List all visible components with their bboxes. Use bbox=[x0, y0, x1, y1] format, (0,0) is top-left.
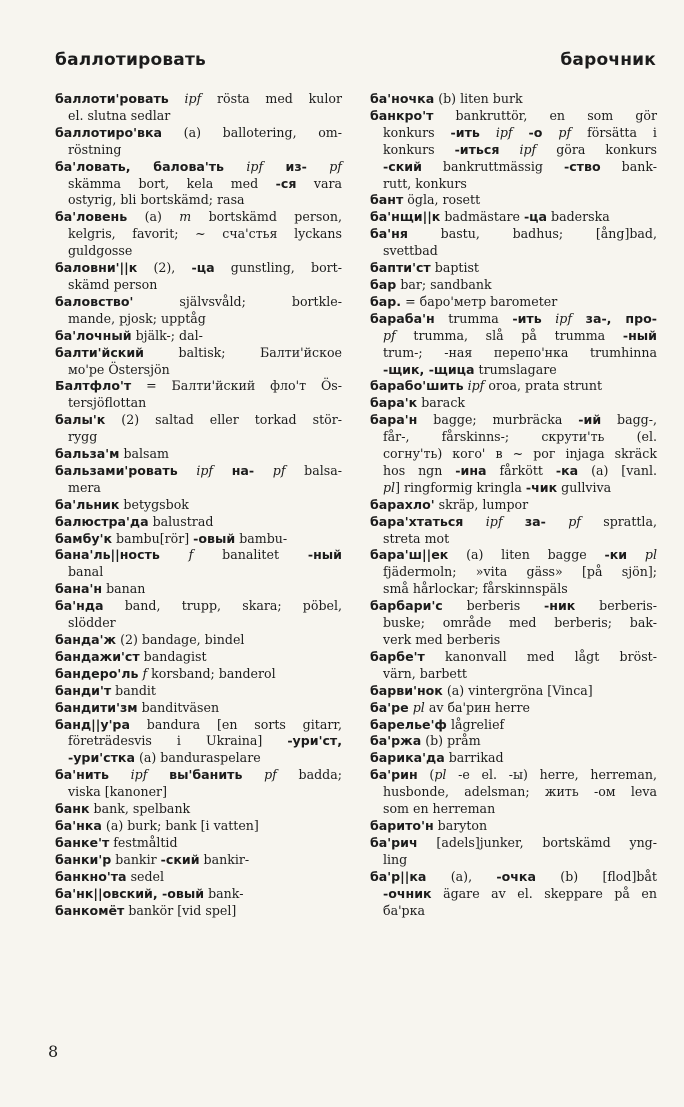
entry-line: pl] ringformig kringla -чик gullviva bbox=[383, 479, 612, 495]
entry-line: банкро'т bankruttör, en som gör bbox=[370, 107, 657, 123]
entry-line: husbonde, adelsman; жить -ом leva bbox=[383, 784, 657, 800]
entry-line: барви'нок (a) vintergröna [Vinca] bbox=[370, 682, 593, 698]
dictionary-entry bbox=[370, 683, 657, 700]
entry-line: банди'т bandit bbox=[55, 682, 156, 698]
entry-line: барбари'с berberis -ник berberis- bbox=[370, 598, 657, 614]
dictionary-entry bbox=[55, 649, 342, 666]
entry-line: -очник ägare av el. skeppare på en bbox=[383, 885, 657, 901]
entry-line: баловство' självsvåld; bortkle- bbox=[55, 293, 342, 309]
dictionary-entry bbox=[370, 395, 657, 412]
entry-line: бар bar; sandbank bbox=[370, 276, 492, 292]
entry-line: ostyrig, bli bortskämd; rasa bbox=[68, 192, 245, 208]
entry-line: får-, fårskinns-; скрути'ть (el. bbox=[383, 429, 657, 445]
entry-line: pf trumma, slå på trumma -ный bbox=[383, 327, 657, 343]
dictionary-entry bbox=[55, 700, 342, 717]
entry-line: бараба'н trumma -ить ipf за-, про- bbox=[370, 310, 657, 326]
entry-line: бар. = баро'метр barometer bbox=[370, 293, 558, 309]
entry-line: банд||у'ра bandura [en sorts gitarr, bbox=[55, 716, 342, 732]
dictionary-entry bbox=[370, 547, 657, 598]
entry-line: барахло' skräp, lumpor bbox=[370, 496, 529, 512]
entry-line: бамбу'к bambu[rör] -овый bambu- bbox=[55, 530, 288, 546]
entry-line: -ури'стка (a) banduraspelare bbox=[68, 750, 261, 766]
dictionary-entry bbox=[55, 717, 342, 768]
dictionary-entry bbox=[55, 767, 342, 801]
entry-line: företrädesvis i Ukraina] -ури'ст, bbox=[68, 733, 342, 749]
entry-line: el. slutna sedlar bbox=[68, 107, 171, 123]
entry-line: барито'н baryton bbox=[370, 817, 488, 833]
entry-line: балы'к (2) saltad eller torkad stör- bbox=[55, 412, 342, 428]
dictionary-entry bbox=[55, 209, 342, 260]
dictionary-entry bbox=[55, 801, 342, 818]
dictionary-entry bbox=[370, 818, 657, 835]
entry-line: согну'ть) кого' в ~ рог injaga skräck bbox=[383, 446, 657, 462]
dictionary-entry bbox=[370, 598, 657, 649]
dictionary-entry bbox=[370, 869, 657, 920]
dictionary-entry bbox=[55, 91, 342, 125]
dictionary-entry bbox=[55, 598, 342, 632]
entry-line: mande, pjosk; upptåg bbox=[68, 310, 206, 326]
dictionary-entry bbox=[55, 852, 342, 869]
dictionary-entry bbox=[370, 226, 657, 260]
entry-line: konkurs -ить ipf -о pf försätta i bbox=[383, 124, 657, 140]
dictionary-entry bbox=[55, 683, 342, 700]
entry-line: små hårlockar; fårskinnspäls bbox=[383, 581, 568, 597]
dictionary-entry bbox=[55, 514, 342, 531]
dictionary-entry bbox=[55, 294, 342, 328]
dictionary-entry bbox=[370, 750, 657, 767]
entry-line: ба'нка (a) burk; bank [i vatten] bbox=[55, 817, 259, 833]
dictionary-entry bbox=[370, 733, 657, 750]
dictionary-entry bbox=[55, 446, 342, 463]
entry-line: бальзами'ровать ipf на- pf balsa- bbox=[55, 462, 342, 478]
dictionary-entry bbox=[55, 632, 342, 649]
dictionary-entry bbox=[55, 581, 342, 598]
entry-line: ба'рин (pl -е el. -ы) herre, herreman, bbox=[370, 767, 657, 783]
entry-line: ба'нда band, trupp, skara; pöbel, bbox=[55, 598, 342, 614]
entry-line: баллотиро'вка (a) ballotering, om- bbox=[55, 124, 342, 140]
entry-line: viska [kanoner] bbox=[68, 784, 167, 800]
dictionary-entry bbox=[370, 717, 657, 734]
entry-line: rygg bbox=[68, 429, 98, 445]
entry-line: ба'ловень (a) m bortskämd person, bbox=[55, 209, 342, 225]
entry-line: бандажи'ст bandagist bbox=[55, 648, 207, 664]
entry-line: skämd person bbox=[68, 276, 158, 292]
dictionary-entry bbox=[370, 91, 657, 108]
entry-line: ба'нщи||к badmästare -ца baderska bbox=[370, 209, 610, 225]
entry-line: бара'ш||ек (a) liten bagge -ки pl bbox=[370, 547, 657, 563]
entry-line: банки'р bankir -ский bankir- bbox=[55, 851, 250, 867]
entry-line: Балтфло'т = Балти'йский фло'т Ös- bbox=[55, 378, 342, 394]
guide-word-right: барочник bbox=[560, 50, 656, 70]
entry-line: tersjöflottan bbox=[68, 395, 147, 411]
dictionary-entry bbox=[370, 700, 657, 717]
dictionary-entry bbox=[370, 209, 657, 226]
entry-line: бара'н bagge; murbräcka -ий bagg-, bbox=[370, 412, 657, 428]
dictionary-entry bbox=[370, 412, 657, 497]
entry-line: rutt, konkurs bbox=[383, 175, 467, 191]
entry-line: verk med berberis bbox=[383, 632, 501, 647]
right-column bbox=[370, 91, 657, 919]
entry-line: бара'хтаться ipf за- pf sprattla, bbox=[370, 513, 657, 529]
entry-line: -ский bankruttmässig -ство bank- bbox=[383, 158, 657, 174]
entry-line: streta mot bbox=[383, 530, 450, 546]
entry-line: бандеро'ль f korsband; banderol bbox=[55, 665, 276, 681]
entry-line: ба'нк||овский, -овый bank- bbox=[55, 885, 244, 901]
entry-line: ба'ночка (b) liten burk bbox=[370, 91, 523, 106]
entry-line: ба'ржа (b) pråm bbox=[370, 733, 481, 749]
dictionary-entry bbox=[370, 311, 657, 379]
entry-line: бана'ль||ность f banalitet -ный bbox=[55, 547, 342, 563]
dictionary-entry bbox=[370, 294, 657, 311]
entry-line: fjädermoln; »vita gäss» [på sjön]; bbox=[383, 564, 657, 580]
dictionary-entry bbox=[55, 497, 342, 514]
entry-line: бара'к barack bbox=[370, 395, 466, 411]
dictionary-entry bbox=[370, 767, 657, 818]
dictionary-entry bbox=[55, 328, 342, 345]
dictionary-entry bbox=[370, 277, 657, 294]
dictionary-entry bbox=[55, 869, 342, 886]
entry-line: балти'йский baltisk; Балти'йское bbox=[55, 344, 342, 360]
entry-line: барбе'т kanonvall med lågt bröst- bbox=[370, 648, 657, 664]
dictionary-entry bbox=[55, 412, 342, 446]
dictionary-entry bbox=[370, 514, 657, 548]
entry-line: баллоти'ровать ipf rösta med kulor bbox=[55, 91, 342, 106]
dictionary-entry bbox=[370, 378, 657, 395]
entry-line: svettbad bbox=[383, 243, 438, 259]
entry-line: балюстра'да balustrad bbox=[55, 513, 214, 529]
dictionary-entry bbox=[55, 260, 342, 294]
entry-line: röstning bbox=[68, 141, 122, 157]
dictionary-entry bbox=[55, 463, 342, 497]
dictionary-entry bbox=[55, 886, 342, 903]
entry-line: барелье'ф lågrelief bbox=[370, 716, 505, 732]
entry-line: ба'ловать, балова'ть ipf из- pf bbox=[55, 158, 342, 174]
entry-line: värn, barbett bbox=[383, 665, 467, 681]
entry-line: банкно'та sedel bbox=[55, 868, 165, 884]
dictionary-entry bbox=[370, 649, 657, 683]
entry-line: банда'ж (2) bandage, bindel bbox=[55, 632, 245, 647]
dictionary-entry bbox=[55, 378, 342, 412]
dictionary-entry bbox=[370, 192, 657, 209]
entry-line: skämma bort, kela med -ся vara bbox=[68, 175, 343, 191]
dictionary-entry bbox=[55, 159, 342, 210]
dictionary-entry bbox=[370, 108, 657, 193]
entry-line: ба'льник betygsbok bbox=[55, 496, 189, 512]
entry-line: trum-; -ная перепо'нка trumhinna bbox=[383, 344, 657, 360]
dictionary-entry bbox=[370, 497, 657, 514]
entry-line: баловни'||к (2), -ца gunstling, bort- bbox=[55, 260, 342, 276]
entry-line: ба'р||ка (a), -очка (b) [flod]båt bbox=[370, 868, 657, 884]
entry-line: hos ngn -ина fårkött -ка (a) [vanl. bbox=[383, 462, 657, 478]
entry-line: ба'нить ipf вы'банить pf badda; bbox=[55, 767, 342, 783]
dictionary-entry bbox=[370, 835, 657, 869]
entry-line: банке'т festmåltid bbox=[55, 834, 178, 850]
entry-line: banal bbox=[68, 564, 104, 580]
entry-line: kelgris, favorit; ~ сча'стья lyckans bbox=[68, 226, 342, 242]
dictionary-entry bbox=[370, 260, 657, 277]
entry-line: мо'ре Östersjön bbox=[68, 361, 170, 377]
entry-line: ба'ре pl av ба'рин herre bbox=[370, 699, 530, 715]
entry-line: бана'н banan bbox=[55, 581, 146, 597]
entry-line: -щик, -щица trumslagare bbox=[383, 361, 557, 377]
entry-line: ling bbox=[383, 851, 408, 867]
left-column bbox=[55, 91, 342, 919]
entry-line: бандити'зм banditväsen bbox=[55, 699, 220, 715]
dictionary-entry bbox=[55, 345, 342, 379]
entry-line: mera bbox=[68, 479, 101, 495]
entry-line: ба'ня bastu, badhus; [ång]bad, bbox=[370, 226, 657, 242]
entry-line: ба'рич [adels]junker, bortskämd yng- bbox=[370, 834, 657, 850]
entry-line: банкомёт bankör [vid spel] bbox=[55, 902, 237, 918]
guide-word-left: баллотировать bbox=[55, 50, 206, 70]
entry-line: бант ögla, rosett bbox=[370, 192, 481, 208]
entry-line: ба'лочный bjälk-; dal- bbox=[55, 327, 203, 343]
dictionary-entry bbox=[55, 818, 342, 835]
entry-line: банк bank, spelbank bbox=[55, 801, 191, 817]
entry-line: бальза'м balsam bbox=[55, 446, 169, 462]
entry-line: бапти'ст baptist bbox=[370, 260, 479, 276]
dictionary-entry bbox=[55, 666, 342, 683]
dictionary-entry bbox=[55, 903, 342, 920]
entry-line: som en herreman bbox=[383, 801, 496, 817]
entry-line: slödder bbox=[68, 615, 116, 631]
entry-line: buske; område med berberis; bak- bbox=[383, 615, 657, 631]
entry-line: барика'да barrikad bbox=[370, 750, 504, 766]
dictionary-entry bbox=[55, 125, 342, 159]
dictionary-entry bbox=[55, 835, 342, 852]
entry-line: барабо'шить ipf oroa, prata strunt bbox=[370, 378, 603, 394]
entry-line: guldgosse bbox=[68, 243, 133, 259]
page-number: 8 bbox=[48, 1042, 59, 1061]
dictionary-entry bbox=[55, 547, 342, 581]
entry-line: konkurs -иться ipf göra konkurs bbox=[383, 141, 657, 157]
dictionary-entry bbox=[55, 531, 342, 548]
entry-line: ба'рка bbox=[383, 902, 425, 918]
